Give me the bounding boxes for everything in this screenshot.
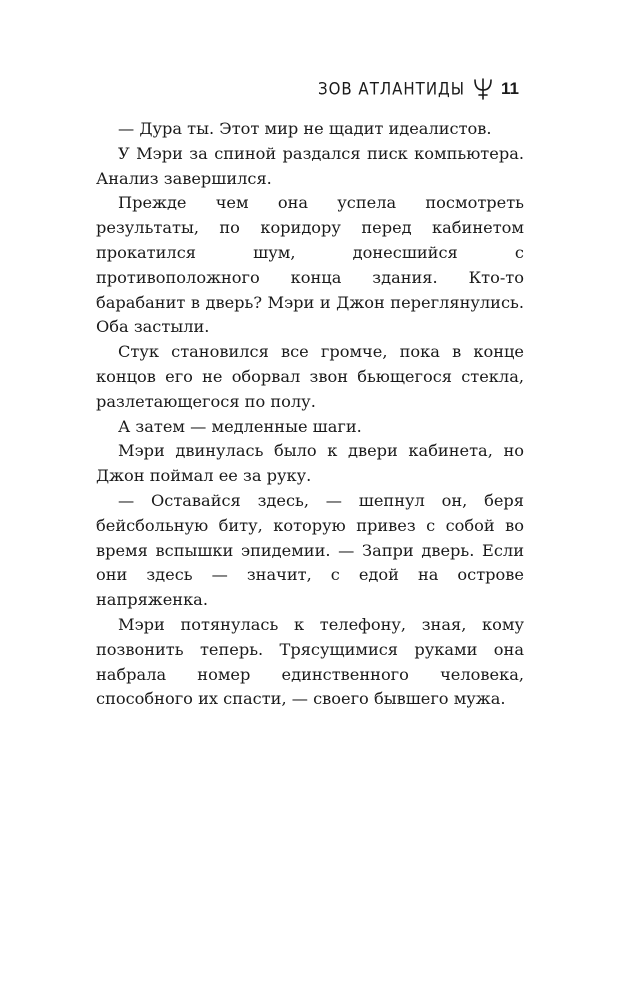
paragraph: — Оставайся здесь, — шепнул он, беря бейсбольную биту, которую привез с собой во время вспышки эпидемии. — Запри дверь. Если они здесь — значит, с едой на острове напряженка. bbox=[96, 490, 524, 610]
running-head bbox=[318, 78, 519, 100]
paragraph: — Дура ты. Этот мир не щадит идеалистов. bbox=[118, 119, 492, 138]
page-number: 11 bbox=[501, 79, 519, 98]
text-body bbox=[96, 117, 524, 712]
paragraph: Мэри потянулась к телефону, зная, кому позвонить теперь. Трясущимися руками она набрала номер единственного человека, способного их спасти, — своего бывшего мужа. bbox=[96, 614, 524, 709]
paragraph: Стук становился все громче, пока в конце концов его не оборвал звон бьющегося стекла, разлетающегося по полу. bbox=[96, 342, 524, 411]
trident-icon bbox=[473, 78, 493, 100]
paragraph: Прежде чем она успела посмотреть результаты, по коридору перед кабинетом прокатился шум, донесшийся с противоположного конца здания. Кто-то барабанит в дверь? Мэри и Джон переглянулись. Оба застыли. bbox=[96, 193, 524, 337]
book-title: ЗОВ АТЛАНТИДЫ bbox=[317, 79, 466, 99]
paragraph: У Мэри за спиной раздался писк компьютера. Анализ завершился. bbox=[96, 143, 524, 188]
paragraph: Мэри двинулась было к двери кабинета, но Джон поймал ее за руку. bbox=[96, 441, 524, 486]
paragraph: А затем — медленные шаги. bbox=[118, 416, 362, 436]
